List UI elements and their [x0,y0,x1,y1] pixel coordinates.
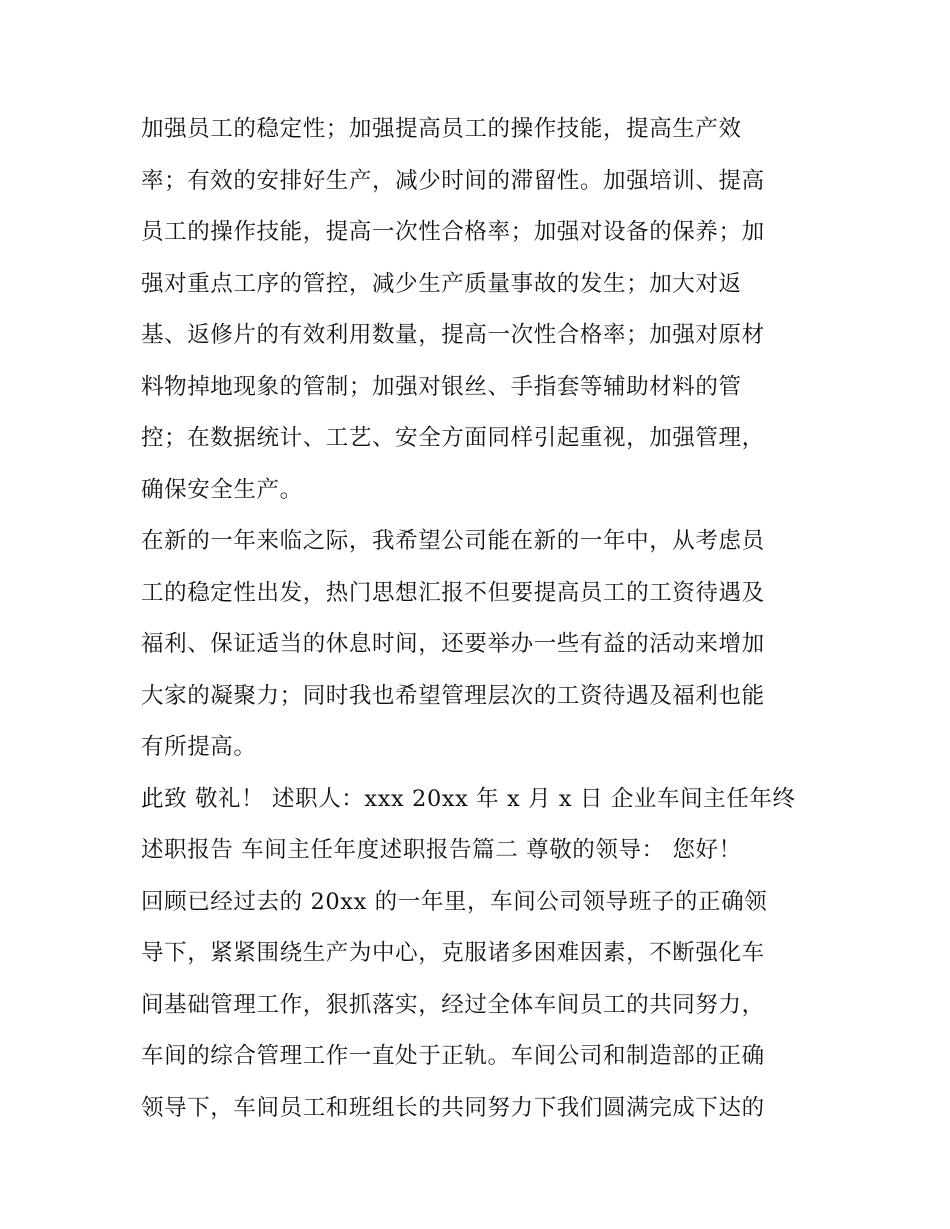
text-line: 有所提高。 [141,734,257,760]
text-line: 工的稳定性出发，热门思想汇报不但要提高员工的工资待遇及 [141,579,765,606]
text-line: 间基础管理工作，狠抓落实，经过全体车间员工的共同努力， [141,991,765,1018]
text-line: 确保安全生产。 [141,476,303,503]
document-body [141,104,816,1134]
paragraph-year-review [141,877,816,1135]
text-line: 控；在数据统计、工艺、安全方面同样引起重视，加强管理， [141,425,765,451]
paragraph-production-measures [141,104,816,516]
text-line: 大家的凝聚力；同时我也希望管理层次的工资待遇及福利也能 [141,682,765,709]
text-line: 车间的综合管理工作一直处于正轨。车间公司和制造部的正确 [141,1043,765,1069]
text-line: 领导下，车间员工和班组长的共同努力下我们圆满完成下达的 [141,1094,765,1121]
text-line: 料物掉地现象的管制；加强对银丝、手指套等辅助材料的管 [141,373,742,400]
text-line: 此致 敬礼！ 述职人：xxx 20xx 年 x 月 x 日 企业车间主任年终 [141,785,796,812]
text-line: 在新的一年来临之际，我希望公司能在新的一年中，从考虑员 [141,528,765,554]
text-line: 加强员工的稳定性；加强提高员工的操作技能，提高生产效 [141,116,742,142]
text-line: 述职报告 车间主任年度述职报告篇二 尊敬的领导： 您好！ [141,837,742,863]
text-line: 员工的操作技能，提高一次性合格率；加强对设备的保养；加 [141,219,765,245]
paragraph-closing-and-heading [141,774,816,877]
text-line: 基、返修片的有效利用数量，提高一次性合格率；加强对原材 [141,322,765,348]
paragraph-new-year-hopes [141,516,816,774]
text-line: 导下，紧紧围绕生产为中心，克服诸多困难因素，不断强化车 [141,940,765,966]
text-line: 率；有效的安排好生产，减少时间的滞留性。加强培训、提高 [141,167,765,194]
text-line: 福利、保证适当的休息时间，还要举办一些有益的活动来增加 [141,631,765,657]
text-line: 强对重点工序的管控，减少生产质量事故的发生；加大对返 [141,270,742,297]
text-line: 回顾已经过去的 20xx 的一年里，车间公司领导班子的正确领 [141,888,768,915]
